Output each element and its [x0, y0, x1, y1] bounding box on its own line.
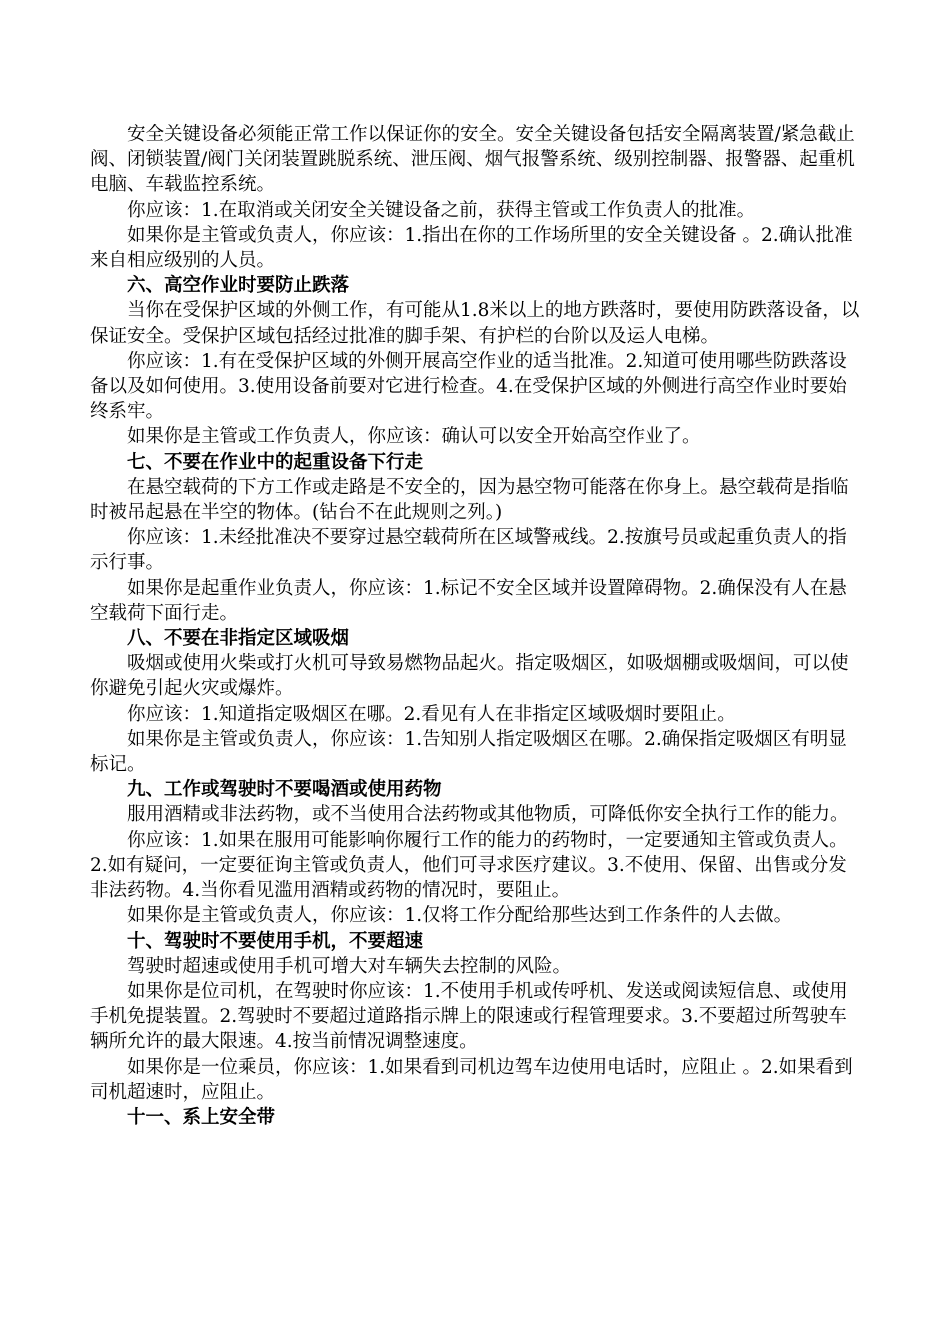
paragraph: 安全关键设备必须能正常工作以保证你的安全。安全关键设备包括安全隔离装置/紧急截止阀、闭锁装置/阀门关闭装置跳脱系统、泄压阀、烟气报警系统、级别控制器、报警器、起重机电脑、车载监控系统。 — [90, 124, 855, 196]
paragraph: 你应该：1.知道指定吸烟区在哪。2.看见有人在非指定区域吸烟时要阻止。 — [127, 703, 736, 725]
section-heading: 九、工作或驾驶时不要喝酒或使用药物 — [127, 779, 442, 801]
section-heading: 十一、系上安全带 — [127, 1106, 276, 1128]
paragraph: 吸烟或使用火柴或打火机可导致易燃物品起火。指定吸烟区，如吸烟棚或吸烟间，可以使你避免引起火灾或爆炸。 — [90, 653, 849, 700]
section-heading: 八、不要在非指定区域吸烟 — [127, 628, 350, 650]
paragraph: 你应该：1.如果在服用可能影响你履行工作的能力的药物时，一定要通知主管或负责人。2.如有疑问，一定要征询主管或负责人，他们可寻求医疗建议。3.不使用、保留、出售或分发非法药物。4.当你看见滥用酒精或药物的情况时，要阻止。 — [90, 829, 848, 902]
paragraph: 你应该：1.在取消或关闭安全关键设备之前，获得主管或工作负责人的批准。 — [127, 199, 756, 221]
paragraph: 如果你是主管或工作负责人，你应该：确认可以安全开始高空作业了。 — [127, 426, 701, 448]
paragraph: 在悬空载荷的下方工作或走路是不安全的，因为悬空物可能落在你身上。悬空载荷是指临时被吊起悬在半空的物体。(钻台不在此规则之列。) — [90, 476, 849, 524]
paragraph: 如果你是主管或负责人，你应该：1.仅将工作分配给那些达到工作条件的人去做。 — [127, 905, 793, 927]
section-heading: 六、高空作业时要防止跌落 — [127, 275, 350, 297]
paragraph: 如果你是主管或负责人，你应该：1.指出在你的工作场所里的安全关键设备 。2.确认批准来自相应级别的人员。 — [90, 224, 853, 272]
paragraph: 如果你是一位乘员，你应该：1.如果看到司机边驾车边使用电话时，应阻止 。2.如果看到司机超速时，应阻止。 — [90, 1056, 853, 1103]
paragraph: 你应该：1.未经批准决不要穿过悬空载荷所在区域警戒线。2.按旗号员或起重负责人的指示行事。 — [90, 527, 847, 574]
paragraph: 如果你是起重作业负责人，你应该：1.标记不安全区域并设置障碍物。2.确保没有人在悬空载荷下面行走。 — [90, 577, 847, 624]
section-heading: 七、不要在作业中的起重设备下行走 — [127, 451, 424, 473]
paragraph: 如果你是位司机，在驾驶时你应该：1.不使用手机或传呼机、发送或阅读短信息、或使用手机免提装置。2.驾驶时不要超过道路指示牌上的限速或行程管理要求。3.不要超过所驾驶车辆所允许的最大限速。4.按当前情况调整速度。 — [90, 980, 848, 1053]
paragraph: 服用酒精或非法药物，或不当使用合法药物或其他物质，可降低你安全执行工作的能力。 — [127, 804, 849, 826]
paragraph: 你应该：1.有在受保护区域的外侧开展高空作业的适当批准。2.知道可使用哪些防跌落设备以及如何使用。3.使用设备前要对它进行检查。4.在受保护区域的外侧进行高空作业时要始终系牢。 — [90, 350, 847, 423]
paragraph: 如果你是主管或负责人，你应该：1.告知别人指定吸烟区在哪。2.确保指定吸烟区有明显标记。 — [90, 728, 847, 776]
section-heading: 十、驾驶时不要使用手机，不要超速 — [127, 930, 424, 952]
paragraph: 驾驶时超速或使用手机可增大对车辆失去控制的风险。 — [127, 955, 572, 977]
paragraph: 当你在受保护区域的外侧工作，有可能从1.8米以上的地方跌落时，要使用防跌落设备，以保证安全。受保护区域包括经过批准的脚手架、有护栏的台阶以及运人电梯。 — [90, 300, 860, 347]
